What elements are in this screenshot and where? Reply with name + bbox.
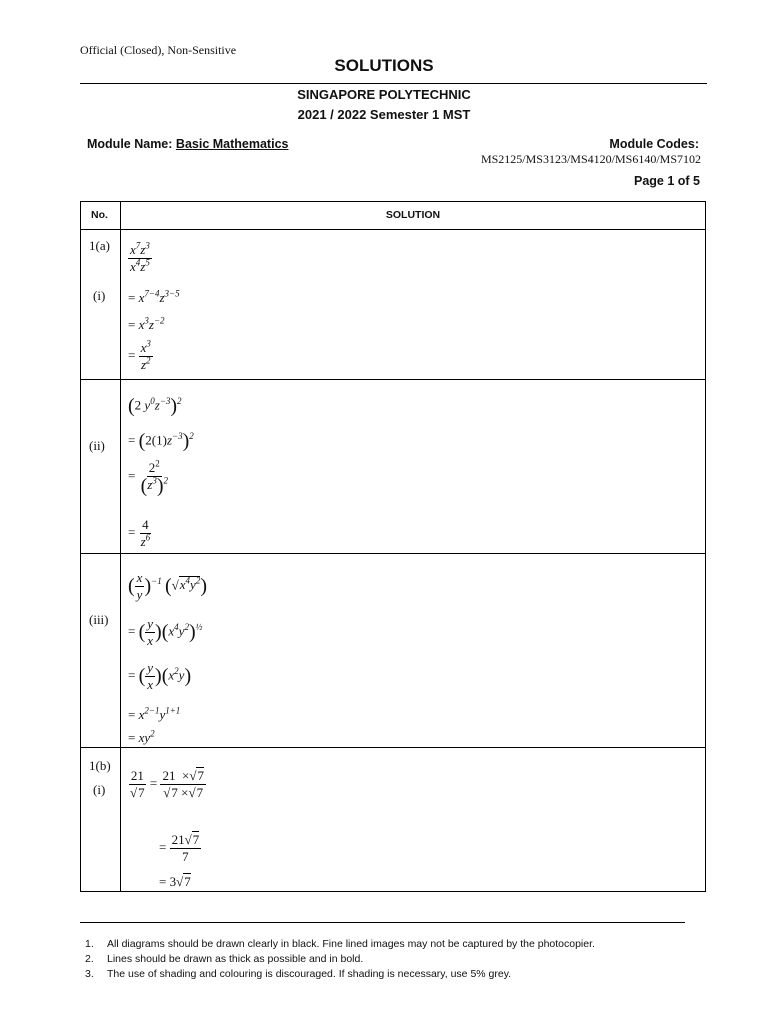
module-codes: MS2125/MS3123/MS4120/MS6140/MS7102 [480, 152, 701, 166]
row-divider [81, 553, 705, 554]
row-divider [81, 229, 705, 230]
note-number: 2. [85, 953, 94, 965]
document-title: SOLUTIONS [334, 56, 434, 75]
math-step: = ( $\frac{y}{x}$ )$(x^4y^2)^{\frac{1}{2}}$ [128, 616, 203, 648]
row-divider [81, 379, 705, 380]
header-no: No. [91, 209, 108, 221]
math-step: ( $\frac{x}{y}$ )$^{-1}$ $(√x^4y^2)$ [128, 570, 207, 602]
question-label: 1(b) [89, 758, 111, 773]
question-label: 1(a) [89, 238, 110, 253]
note-number: 1. [85, 938, 94, 950]
row-divider [81, 747, 705, 748]
part-label: (i) [93, 288, 106, 303]
math-step: = $x^3z^{-2}$ [128, 315, 165, 332]
module-name-label: Module Name: [87, 137, 173, 151]
math-step: = $\frac{x^3}{z^2}$ [128, 338, 151, 372]
footer-note [85, 968, 511, 980]
solution-table [80, 201, 706, 892]
math-step: = $xy^2$ [128, 728, 155, 745]
math-step: = $\frac{4}{z^6}$ [128, 517, 151, 549]
page-number: Page 1 of 5 [634, 174, 700, 188]
module-name-value: Basic Mathematics [175, 137, 289, 151]
math-step: = $x^{2-1}y^{1+1}$ [128, 705, 181, 722]
title-divider [80, 83, 707, 84]
math-step: (2 $y^0z^{-3})^2$ [128, 395, 182, 417]
math-step: = $(2(1)z^{-3})^2$ [128, 430, 194, 452]
footer-divider [80, 922, 685, 923]
semester-label: 2021 / 2022 Semester 1 MST [297, 107, 471, 122]
header-solution: SOLUTION [385, 209, 441, 221]
part-label: (iii) [89, 612, 109, 627]
math-step: = ( $\frac{y}{x}$ )$(x^2y)$ [128, 660, 192, 692]
module-codes-label: Module Codes: [609, 137, 699, 151]
column-divider [120, 202, 121, 891]
part-label: (i) [93, 782, 106, 797]
math-step: = $\frac{2^2}{(z^3)^2}$ [128, 458, 168, 498]
math-step: = $x^{7-4}z^{3-5}$ [128, 288, 180, 305]
math-step: $\frac{x^7z^3}{x^4z^5}$ [130, 240, 150, 274]
math-step: $\frac{21}{√7}$ = $\frac{21 \times√7}{√7 \times√7}$ [130, 768, 204, 800]
footer-note [85, 953, 363, 965]
classification-label: Official (Closed), Non-Sensitive [80, 43, 237, 57]
part-label: (ii) [89, 438, 105, 453]
note-number: 3. [85, 968, 94, 980]
math-step: = 3√7 [159, 874, 191, 889]
math-step: = $\frac{21√7}{7}$ [159, 832, 200, 864]
note-text: All diagrams should be drawn clearly in black. Fine lined images may not be captured by the photocopier. [107, 938, 595, 950]
note-text: The use of shading and colouring is discouraged. If shading is necessary, use 5% grey. [107, 968, 512, 980]
note-text: Lines should be drawn as thick as possible and in bold. [107, 953, 364, 965]
footer-note [85, 938, 595, 950]
institution-name: SINGAPORE POLYTECHNIC [297, 87, 471, 102]
module-name [87, 137, 288, 151]
